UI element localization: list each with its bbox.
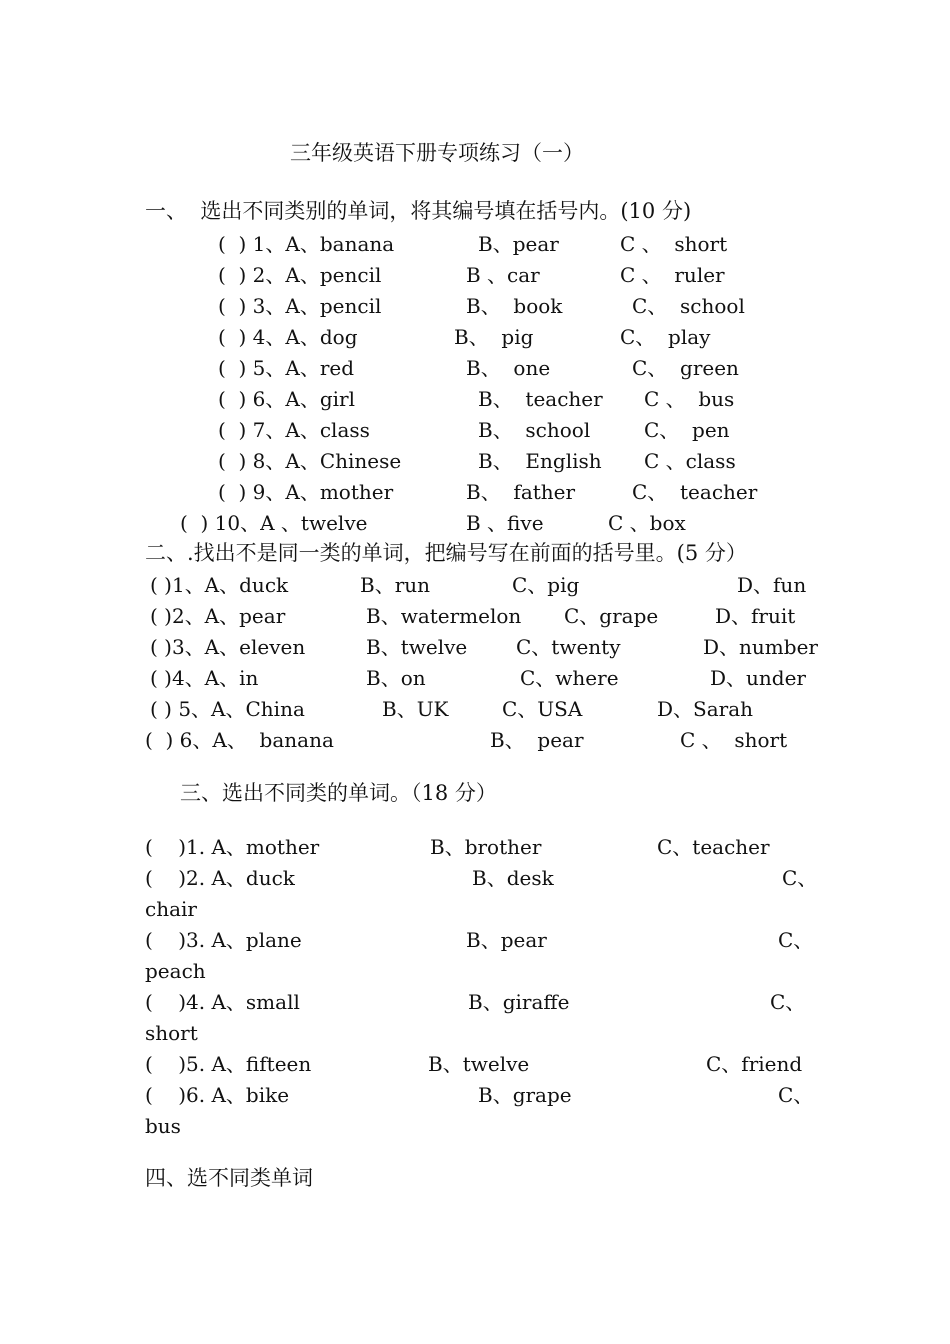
s2-q3-option-a: ( )3、A、eleven bbox=[150, 635, 306, 659]
s3-q3-option-a: ( )3. A、plane bbox=[145, 928, 302, 952]
s1-q4-option-a: ( ) 4、A、dog bbox=[218, 325, 358, 349]
s1-q4-option-c: C、 play bbox=[620, 325, 711, 349]
s3-q6-option-b: B、grape bbox=[478, 1083, 572, 1107]
section4-heading: 四、选不同类单词 bbox=[145, 1166, 313, 1190]
s1-q9-option-b: B、 father bbox=[466, 480, 576, 504]
s1-q6-option-c: C 、 bus bbox=[644, 387, 735, 411]
s2-q1-option-c: C、pig bbox=[512, 573, 580, 597]
s2-q1-option-a: ( )1、A、duck bbox=[150, 573, 289, 597]
s3-q2-option-a: ( )2. A、duck bbox=[145, 866, 295, 890]
s3-q2-option-c-wrap: chair bbox=[145, 897, 197, 921]
s2-q1-option-d: D、fun bbox=[737, 573, 807, 597]
s2-q6-option-b: B、 pear bbox=[490, 728, 584, 752]
section2-heading: 二、.找出不是同一类的单词，把编号写在前面的括号里。(5 分） bbox=[145, 541, 747, 565]
s2-q2-option-b: B、watermelon bbox=[366, 604, 522, 628]
s1-q6-option-a: ( ) 6、A、girl bbox=[218, 387, 356, 411]
s1-q1-option-a: ( ) 1、A、banana bbox=[218, 232, 395, 256]
s1-q8-option-a: ( ) 8、A、Chinese bbox=[218, 449, 402, 473]
s3-q2-option-b: B、desk bbox=[472, 866, 554, 890]
s1-q4-option-b: B、 pig bbox=[454, 325, 534, 349]
s3-q5-option-c: C、friend bbox=[706, 1052, 803, 1076]
s3-q4-option-c-wrap: short bbox=[145, 1021, 198, 1045]
s1-q9-option-a: ( ) 9、A、mother bbox=[218, 480, 394, 504]
s2-q5-option-a: ( ) 5、A、China bbox=[150, 697, 305, 721]
s2-q4-option-c: C、where bbox=[520, 666, 619, 690]
s2-q5-option-c: C、USA bbox=[502, 697, 583, 721]
s2-q6-option-c: C 、 short bbox=[680, 728, 788, 752]
s3-q3-option-c: C、 bbox=[778, 928, 814, 952]
s3-q2-option-c: C、 bbox=[782, 866, 818, 890]
s1-q8-option-b: B、 English bbox=[478, 449, 602, 473]
s3-q1-option-b: B、brother bbox=[430, 835, 542, 859]
s1-q5-option-b: B、 one bbox=[466, 356, 551, 380]
s2-q3-option-c: C、twenty bbox=[516, 635, 621, 659]
s1-q3-option-c: C、 school bbox=[632, 294, 745, 318]
s2-q3-option-b: B、twelve bbox=[366, 635, 468, 659]
s2-q5-option-b: B、UK bbox=[382, 697, 449, 721]
s2-q2-option-a: ( )2、A、pear bbox=[150, 604, 286, 628]
s1-q5-option-a: ( ) 5、A、red bbox=[218, 356, 355, 380]
s3-q4-option-a: ( )4. A、small bbox=[145, 990, 300, 1014]
page-title: 三年级英语下册专项练习（一） bbox=[290, 141, 584, 165]
s1-q8-option-c: C 、class bbox=[644, 449, 736, 473]
s3-q5-option-b: B、twelve bbox=[428, 1052, 530, 1076]
s3-q4-option-b: B、giraffe bbox=[468, 990, 570, 1014]
s3-q6-option-c-wrap: bus bbox=[145, 1114, 181, 1138]
s1-q3-option-b: B、 book bbox=[466, 294, 563, 318]
s2-q2-option-d: D、fruit bbox=[715, 604, 796, 628]
s1-q7-option-b: B、 school bbox=[478, 418, 591, 442]
s1-q10-option-a: ( ) 10、A 、twelve bbox=[180, 511, 368, 535]
s3-q6-option-c: C、 bbox=[778, 1083, 814, 1107]
s1-q3-option-a: ( ) 3、A、pencil bbox=[218, 294, 382, 318]
s2-q5-option-d: D、Sarah bbox=[657, 697, 754, 721]
s2-q4-option-a: ( )4、A、in bbox=[150, 666, 259, 690]
s2-q1-option-b: B、run bbox=[360, 573, 431, 597]
s1-q9-option-c: C、 teacher bbox=[632, 480, 758, 504]
s1-q6-option-b: B、 teacher bbox=[478, 387, 603, 411]
s1-q2-option-c: C 、 ruler bbox=[620, 263, 725, 287]
s1-q2-option-a: ( ) 2、A、pencil bbox=[218, 263, 382, 287]
s3-q1-option-a: ( )1. A、mother bbox=[145, 835, 320, 859]
s3-q5-option-a: ( )5. A、fifteen bbox=[145, 1052, 312, 1076]
s2-q6-option-a: ( ) 6、A、 banana bbox=[145, 728, 334, 752]
s1-q10-option-c: C 、box bbox=[608, 511, 686, 535]
s1-q1-option-c: C 、 short bbox=[620, 232, 728, 256]
s3-q3-option-b: B、pear bbox=[466, 928, 547, 952]
s3-q4-option-c: C、 bbox=[770, 990, 806, 1014]
s2-q4-option-d: D、under bbox=[710, 666, 806, 690]
s1-q7-option-c: C、 pen bbox=[644, 418, 730, 442]
section1-heading: 一、 选出不同类别的单词，将其编号填在括号内。(10 分) bbox=[145, 199, 692, 223]
s3-q3-option-c-wrap: peach bbox=[145, 959, 206, 983]
s3-q1-option-c: C、teacher bbox=[657, 835, 770, 859]
section3-heading: 三、选出不同类的单词。（18 分） bbox=[180, 781, 497, 805]
s2-q3-option-d: D、number bbox=[703, 635, 818, 659]
s1-q5-option-c: C、 green bbox=[632, 356, 739, 380]
s3-q6-option-a: ( )6. A、bike bbox=[145, 1083, 290, 1107]
s1-q10-option-b: B 、five bbox=[466, 511, 544, 535]
s2-q4-option-b: B、on bbox=[366, 666, 426, 690]
s1-q2-option-b: B 、car bbox=[466, 263, 540, 287]
s1-q7-option-a: ( ) 7、A、class bbox=[218, 418, 370, 442]
s2-q2-option-c: C、grape bbox=[564, 604, 659, 628]
s1-q1-option-b: B、pear bbox=[478, 232, 559, 256]
